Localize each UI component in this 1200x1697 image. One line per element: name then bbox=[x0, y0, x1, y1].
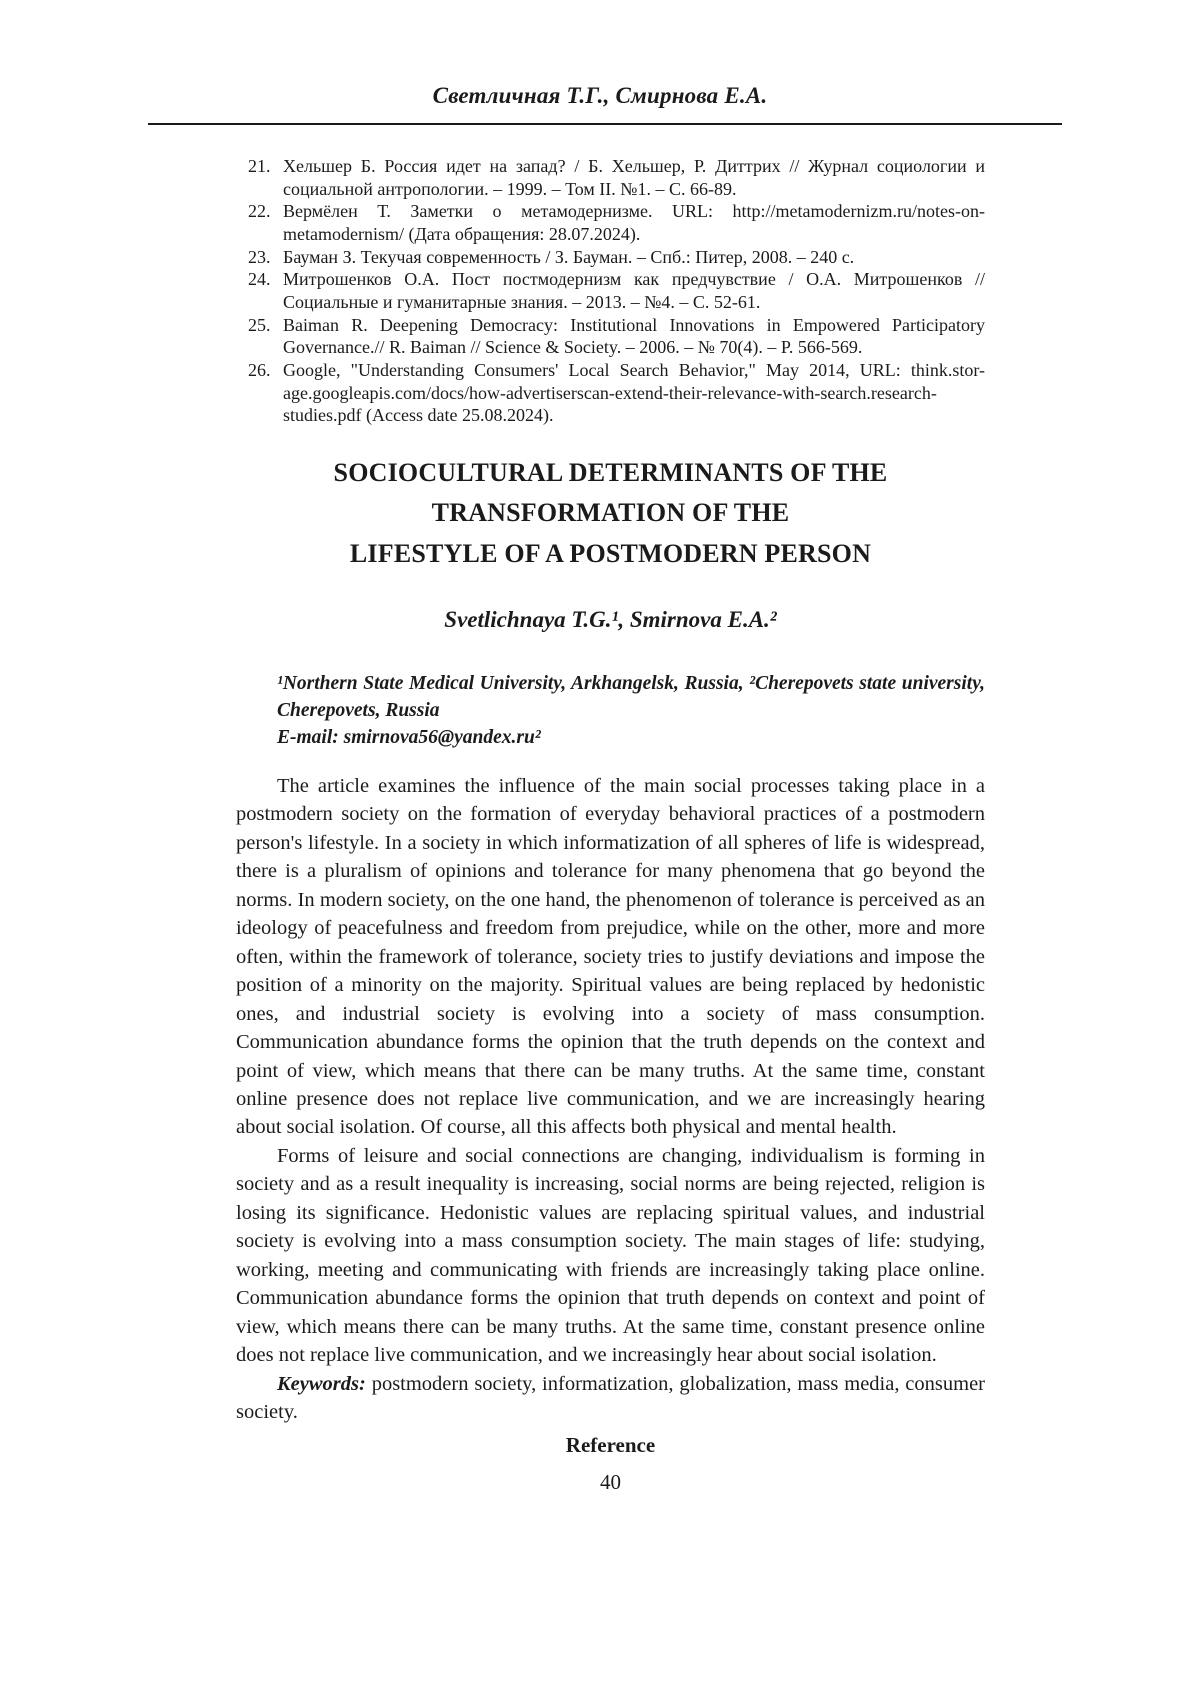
article-title-line-2: LIFESTYLE OF A POSTMODERN PERSON bbox=[349, 538, 872, 568]
article-title bbox=[236, 453, 985, 574]
reference-number: 26. bbox=[248, 360, 271, 381]
reference-text: Хельшер Б. Россия идет на запад? / Б. Хельшер, Р. Диттрих // Журнал социологии и социальной антропологии. – 1999. – Том II. №1. – С. 66-89. bbox=[283, 156, 985, 199]
reference-item bbox=[236, 314, 985, 359]
reference-item bbox=[236, 359, 985, 427]
affiliation-text: ¹Northern State Medical University, Arkhangelsk, Russia, ²Cherepovets state university, Cherepovets, Russia bbox=[277, 672, 985, 721]
reference-text: Baiman R. Deepening Democracy: Institutional Innovations in Empowered Participatory Governance.// R. Baiman // Science & Society. – 2006. – № 70(4). – P. 566-569. bbox=[283, 314, 985, 358]
abstract-paragraph-1: The article examines the influence of the main social processes taking place in a postmodern society on the formation of everyday behavioral practices of a postmodern person's lifestyle. In a society in which informatization of all spheres of life is widespread, there is a pluralism of opinions and tolerance for many phenomena that go beyond the norms. In modern society, on the one hand, the phenomenon of tolerance is perceived as an ideology of peacefulness and freedom from prejudice, while on the other, more and more often, within the framework of tolerance, society tries to justify deviations and impose the position of a minority on the majority. Spiritual values are being replaced by hedonistic ones, and industrial society is evolving into a society of mass consumption. Communication abundance forms the opinion that the truth depends on the context and point of view, which means that there can be many truths. At the same time, constant online presence does not replace live communication, and we are increasingly hearing about social isolation. Of course, all this affects both physical and mental health. bbox=[236, 774, 985, 1139]
reference-number: 25. bbox=[248, 314, 271, 335]
reference-text: Вермёлен Т. Заметки о метамодернизме. URL: http://metamodernizm.ru/notes-on-metamodernism/ (Дата обращения: 28.07.2024). bbox=[283, 201, 985, 245]
page-number: 40 bbox=[600, 1470, 621, 1495]
reference-item bbox=[236, 155, 985, 200]
reference-number: 22. bbox=[248, 201, 271, 222]
reference-section-heading: Reference bbox=[565, 1432, 656, 1457]
header-rule bbox=[148, 123, 1062, 125]
email-line: E-mail: smirnova56@yandex.ru² bbox=[277, 726, 541, 748]
article-title-line-1: SOCIOCULTURAL DETERMINANTS OF THE TRANSFORMATION OF THE bbox=[333, 458, 888, 528]
reference-text: Бауман З. Текучая современность / З. Бауман. – Спб.: Питер, 2008. – 240 с. bbox=[283, 246, 855, 267]
keywords-text: postmodern society, informatization, globalization, mass media, consumer society. bbox=[236, 1372, 986, 1424]
reference-item bbox=[236, 246, 985, 269]
reference-number: 23. bbox=[248, 246, 271, 267]
reference-item bbox=[236, 268, 985, 313]
keywords-label: Keywords: bbox=[277, 1372, 366, 1395]
running-header: Светличная Т.Г., Смирнова Е.А. bbox=[432, 83, 768, 108]
references-list bbox=[236, 155, 985, 427]
abstract-paragraph-2: Forms of leisure and social connections are changing, individualism is forming in society and as a result inequality is increasing, social norms are being rejected, religion is losing its significance. Hedonistic values are replacing spiritual values, and industrial society is evolving into a mass consumption society. The main stages of life: studying, working, meeting and communicating with friends are increasingly taking place online. Communication abundance forms the opinion that truth depends on context and point of view, which means there can be many truths. At the same time, constant presence online does not replace live communication, and we increasingly hear about social isolation. bbox=[236, 1144, 985, 1367]
reference-number: 24. bbox=[248, 269, 271, 290]
reference-text: Google, "Understanding Consumers' Local Search Behavior," May 2014, URL: think.stor-age.googleapis.com/docs/how-advertiserscan-extend-their-relevance-with-search.research-studies.pdf (Access date 25.08.2024). bbox=[283, 360, 985, 426]
reference-item bbox=[236, 200, 985, 245]
page-content bbox=[236, 155, 985, 1497]
reference-text: Митрошенков О.А. Пост постмодернизм как предчувствие / О.А. Митрошенков // Социальные и гуманитарные знания. – 2013. – №4. – С. 52-61. bbox=[283, 269, 985, 313]
reference-number: 21. bbox=[248, 156, 271, 176]
keywords-paragraph bbox=[236, 1370, 985, 1427]
authors-line: Svetlichnaya T.G.¹, Smirnova E.A.² bbox=[444, 606, 777, 632]
affiliation-block bbox=[277, 671, 985, 752]
